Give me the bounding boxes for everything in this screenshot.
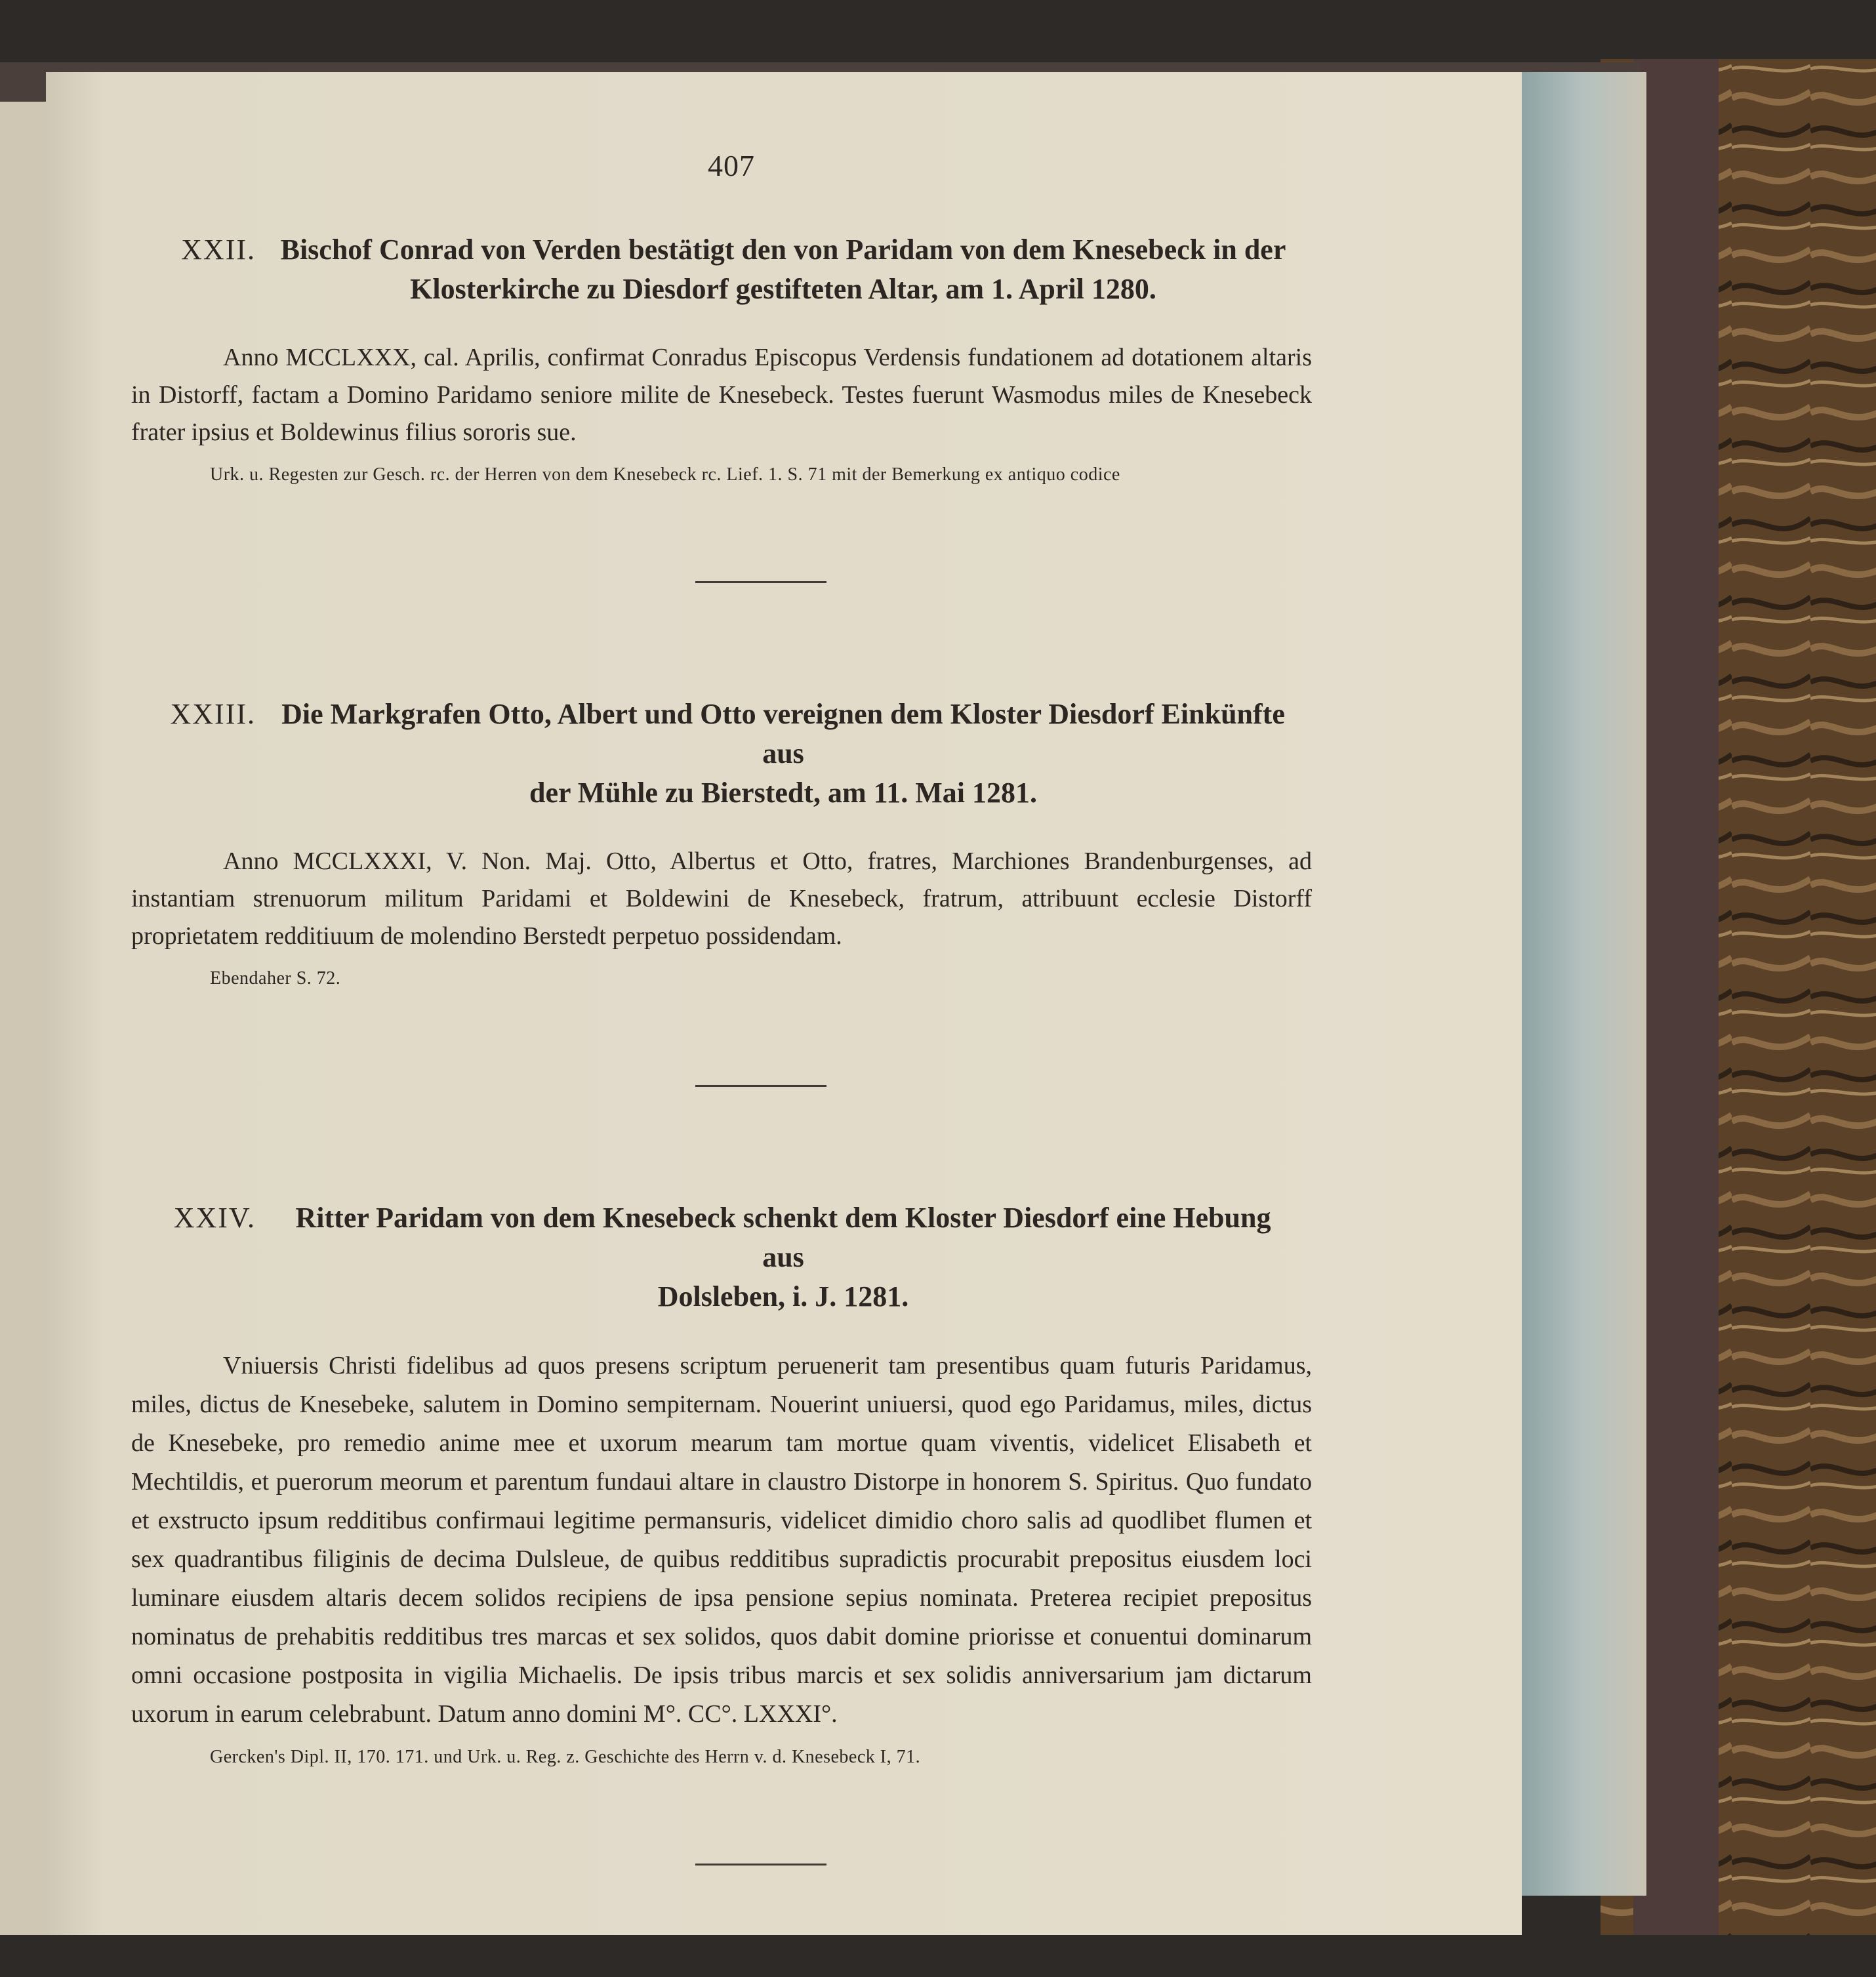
section-title-line: Klosterkirche zu Diesdorf gestifteten Altar, am 1. April 1280.: [410, 273, 1156, 305]
section-title: [274, 230, 1318, 309]
section-number: XXIII.: [170, 698, 256, 730]
section-title-line: Bischof Conrad von Verden bestätigt den von Paridam von dem Knesebeck in der: [280, 234, 1286, 266]
left-page-edge: [0, 98, 52, 1935]
section-body: Anno MCCLXXX, cal. Aprilis, confirmat Conradus Episcopus Verdensis fundationem ad dotationem altaris in Distorff, factam a Domino Paridamo seniore milite de Knesebeck. Testes fuerunt Wasmodus miles de Knesebeck frater ipsius et Boldewinus filius sororis sue.: [131, 344, 1312, 446]
section-source: Gercken's Dipl. II, 170. 171. und Urk. u. Reg. z. Geschichte des Herrn v. d. Knesebeck I, 71.: [210, 1747, 921, 1767]
section-body: Anno MCCLXXXI, V. Non. Maj. Otto, Albertus et Otto, fratres, Marchiones Brandenburgenses, ad instantiam strenuorum militum Paridami et Boldewini de Knesebeck, fratrum, attribuunt ecclesie Distorff proprietatem redditiuum de molendino Berstedt perpetuo possidendam.: [131, 847, 1312, 950]
section-title-line: Ritter Paridam von dem Knesebeck schenkt dem Kloster Diesdorf eine Hebung aus: [295, 1202, 1271, 1273]
document-section-xxii: [118, 230, 1318, 489]
section-divider: [695, 1864, 826, 1865]
section-number: XXII.: [181, 234, 256, 266]
section-heading: [118, 695, 1318, 813]
document-section-xxiv: [118, 1198, 1318, 1772]
page-number: 407: [708, 149, 755, 182]
section-heading: [118, 230, 1318, 309]
section-source: Ebendaher S. 72.: [210, 968, 341, 988]
page-text: [118, 138, 1318, 1977]
section-divider: [695, 1085, 826, 1087]
section-title: [274, 1198, 1318, 1316]
section-title-line: Dolsleben, i. J. 1281.: [657, 1280, 909, 1313]
section-title-line: Die Markgrafen Otto, Albert und Otto vereignen dem Kloster Diesdorf Einkünfte aus: [281, 698, 1285, 769]
page-block-edge: [1522, 72, 1646, 1896]
section-divider: [695, 581, 826, 583]
section-heading: [118, 1198, 1318, 1316]
section-number: XXIV.: [173, 1202, 256, 1234]
document-section-xxiii: [118, 695, 1318, 993]
section-source: Urk. u. Regesten zur Gesch. rc. der Herren von dem Knesebeck rc. Lief. 1. S. 71 mit der Bemerkung ex antiquo codice: [210, 464, 1120, 485]
section-title-line: der Mühle zu Bierstedt, am 11. Mai 1281.: [529, 777, 1037, 809]
section-title: [274, 695, 1318, 813]
section-body: Vniuersis Christi fidelibus ad quos presens scriptum peruenerit tam presentibus quam futuris Paridamus, miles, dictus de Knesebeke, salutem in Domino sempiternam. Nouerint uniuersi, quod ego Paridamus, miles, dictus de Knesebeke, pro remedio anime mee et uxorum mearum tam mortue quam viventis, videlicet Elisabeth et Mechtildis, et puerorum meorum et parentum fundaui altare in claustro Distorpe in honorem S. Spiritus. Quo fundato et exstructo ipsum redditibus confirmaui legitime permansuris, videlicet dimidio choro salis ad quodlibet flumen et sex quadrantibus filiginis de decima Dulsleue, de quibus redditibus supradictis procurabit prepositus eiusdem loci luminare eiusdem altaris decem solidos recipiens de ipsa pensione sepius nominata. Preterea recipiet prepositus nominatus de prehabitis redditibus tres marcas et sex solidos, quos dabit domine priorisse et conuentui dominarum omni occasione postposita in vigilia Michaelis. De ipsis tribus marcis et sex solidis anniversarium jam dictarum uxorum in earum celebrabunt. Datum anno domini M°. CC°. LXXXI°.: [131, 1352, 1312, 1728]
